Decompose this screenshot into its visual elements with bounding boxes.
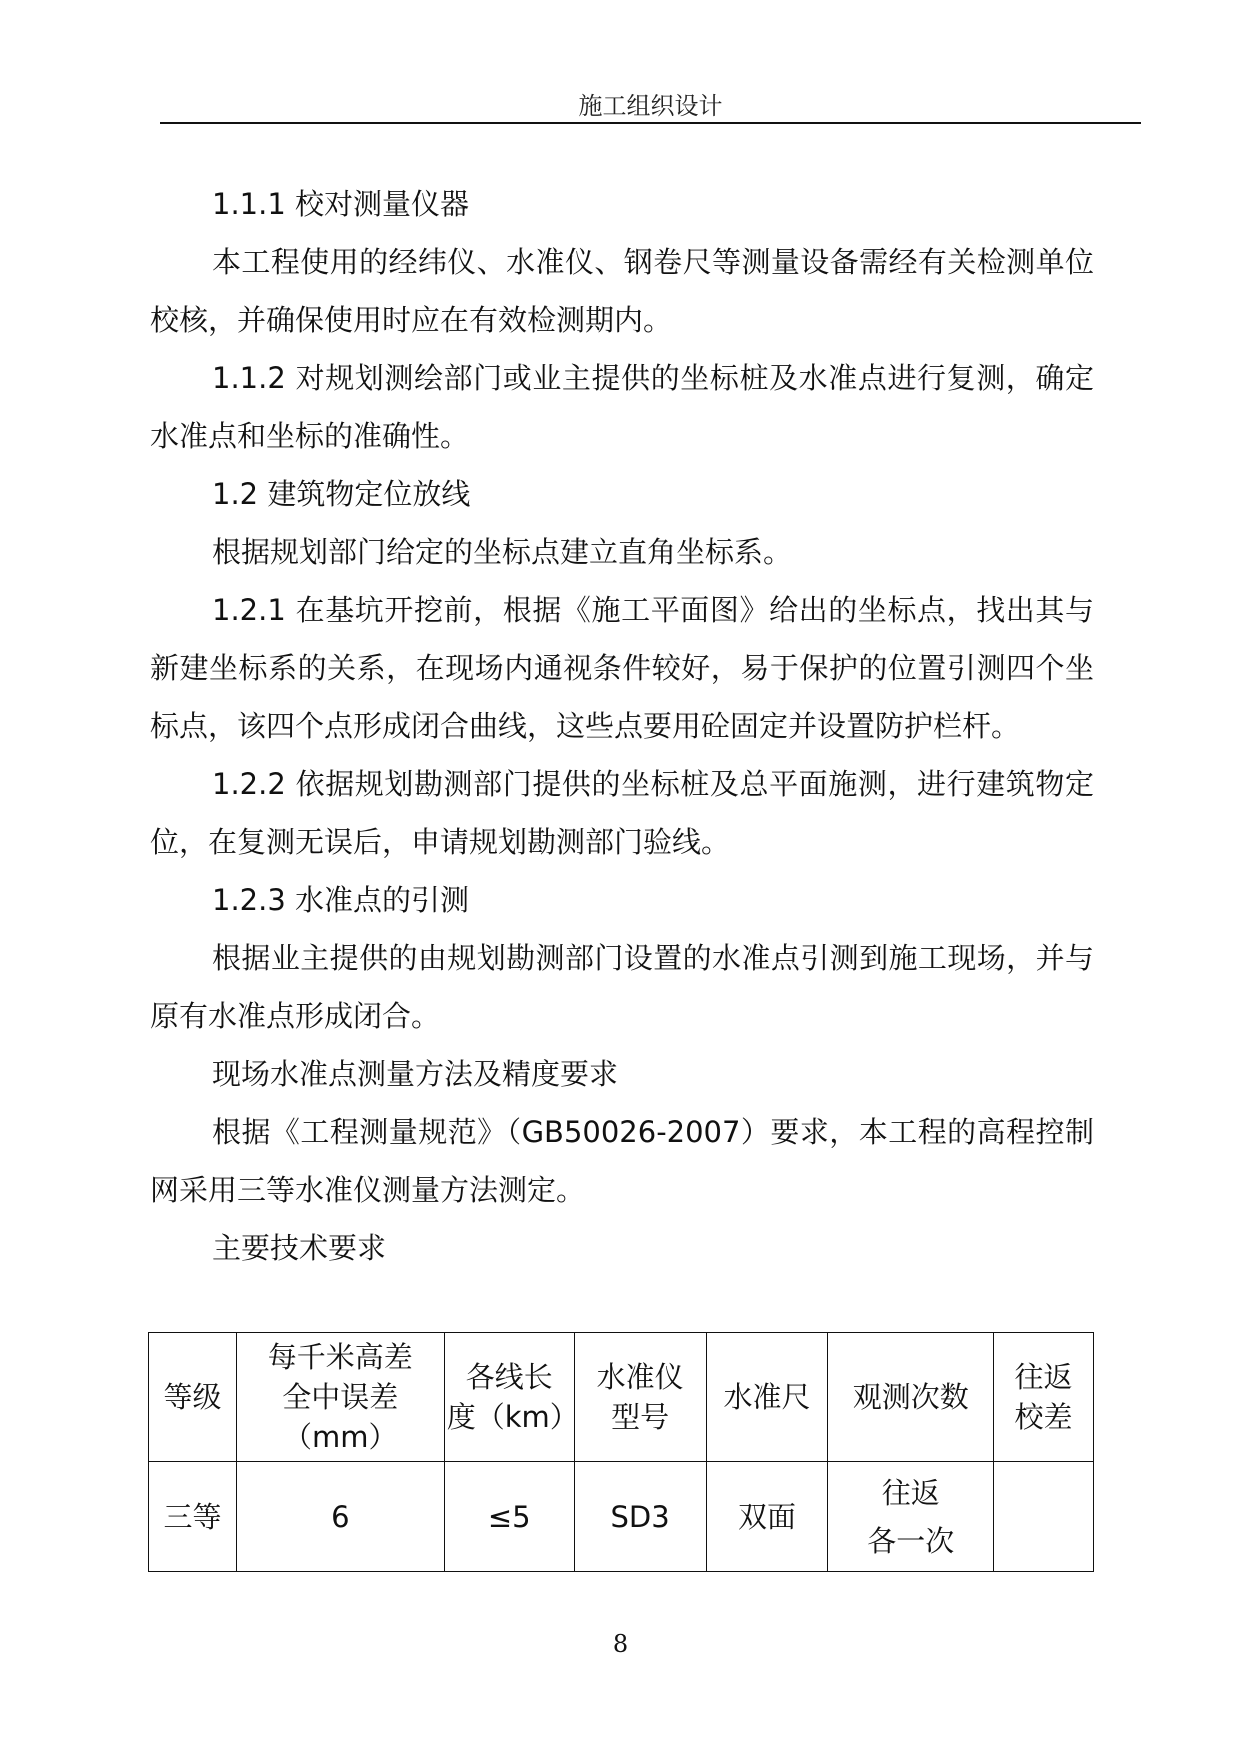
cell-line: 水准尺 bbox=[723, 1380, 811, 1414]
cell-line: SD3 bbox=[610, 1499, 670, 1534]
cell-staff bbox=[706, 1462, 828, 1572]
paragraph: 1.2.2 依据规划勘测部门提供的坐标桩及总平面施测，进行建筑物定位，在复测无误后，申请规划勘测部门验线。 bbox=[150, 767, 1094, 859]
header-cell-observations bbox=[828, 1333, 994, 1462]
table-row bbox=[149, 1462, 1094, 1572]
cell-round-trip-diff bbox=[994, 1462, 1094, 1572]
cell-line: 各线长 bbox=[465, 1360, 553, 1394]
cell-line: 三等 bbox=[163, 1499, 222, 1534]
cell-line: 水准仪 bbox=[596, 1360, 684, 1394]
paragraph: 根据业主提供的由规划勘测部门设置的水准点引测到施工现场，并与原有水准点形成闭合。 bbox=[150, 941, 1094, 1033]
header-cell-error bbox=[236, 1333, 444, 1462]
cell-level-model bbox=[574, 1462, 706, 1572]
paragraph: 1.2.3 水准点的引测 bbox=[212, 883, 470, 917]
header-rule bbox=[160, 122, 1141, 124]
cell-line: 往返 bbox=[1014, 1360, 1073, 1394]
page-number: 8 bbox=[612, 1630, 629, 1658]
cell-length bbox=[444, 1462, 574, 1572]
paragraph: 本工程使用的经纬仪、水准仪、钢卷尺等测量设备需经有关检测单位校核，并确保使用时应在有效检测期内。 bbox=[150, 245, 1094, 337]
cell-grade bbox=[149, 1462, 237, 1572]
table-caption: 主要技术要求 bbox=[212, 1231, 387, 1265]
document-body bbox=[150, 175, 1094, 1277]
cell-line: 各一次 bbox=[867, 1523, 955, 1558]
paragraph: 1.1.1 校对测量仪器 bbox=[212, 187, 470, 221]
cell-line: 全中误差 bbox=[282, 1380, 399, 1414]
page-header-title: 施工组织设计 bbox=[578, 92, 723, 120]
paragraph: 1.2.1 在基坑开挖前，根据《施工平面图》给出的坐标点，找出其与新建坐标系的关系，在现场内通视条件较好，易于保护的位置引测四个坐标点，该四个点形成闭合曲线，这些点要用砼固定并设置防护栏杆。 bbox=[150, 593, 1094, 743]
cell-observations bbox=[828, 1462, 994, 1572]
cell-line: 型号 bbox=[611, 1400, 670, 1434]
header-cell-length bbox=[444, 1333, 579, 1462]
paragraph: 根据规划部门给定的坐标点建立直角坐标系。 bbox=[212, 535, 793, 569]
paragraph: 1.2 建筑物定位放线 bbox=[212, 477, 471, 511]
header-cell-staff bbox=[706, 1333, 828, 1462]
technical-requirements-table bbox=[148, 1332, 1094, 1572]
header-cell-round-trip-diff bbox=[994, 1333, 1094, 1462]
cell-line: 6 bbox=[331, 1499, 350, 1534]
header-cell-grade bbox=[149, 1333, 237, 1462]
table-header-row bbox=[149, 1333, 1094, 1462]
paragraph: 1.1.2 对规划测绘部门或业主提供的坐标桩及水准点进行复测，确定水准点和坐标的准确性。 bbox=[150, 361, 1094, 453]
paragraph: 根据《工程测量规范》（GB50026-2007）要求，本工程的高程控制网采用三等水准仪测量方法测定。 bbox=[150, 1115, 1094, 1207]
cell-line: 等级 bbox=[163, 1380, 222, 1414]
cell-line: （mm） bbox=[283, 1420, 398, 1454]
cell-error bbox=[236, 1462, 444, 1572]
cell-line: 双面 bbox=[737, 1499, 796, 1534]
cell-line: 往返 bbox=[881, 1475, 940, 1510]
cell-line: 每千米高差 bbox=[267, 1340, 413, 1374]
cell-line: 观测次数 bbox=[852, 1380, 969, 1414]
header-cell-level-model bbox=[574, 1333, 706, 1462]
cell-line: ≤5 bbox=[487, 1499, 531, 1534]
cell-line: 校差 bbox=[1014, 1400, 1073, 1434]
paragraph: 现场水准点测量方法及精度要求 bbox=[212, 1057, 619, 1091]
cell-line: 度（km） bbox=[446, 1400, 579, 1434]
